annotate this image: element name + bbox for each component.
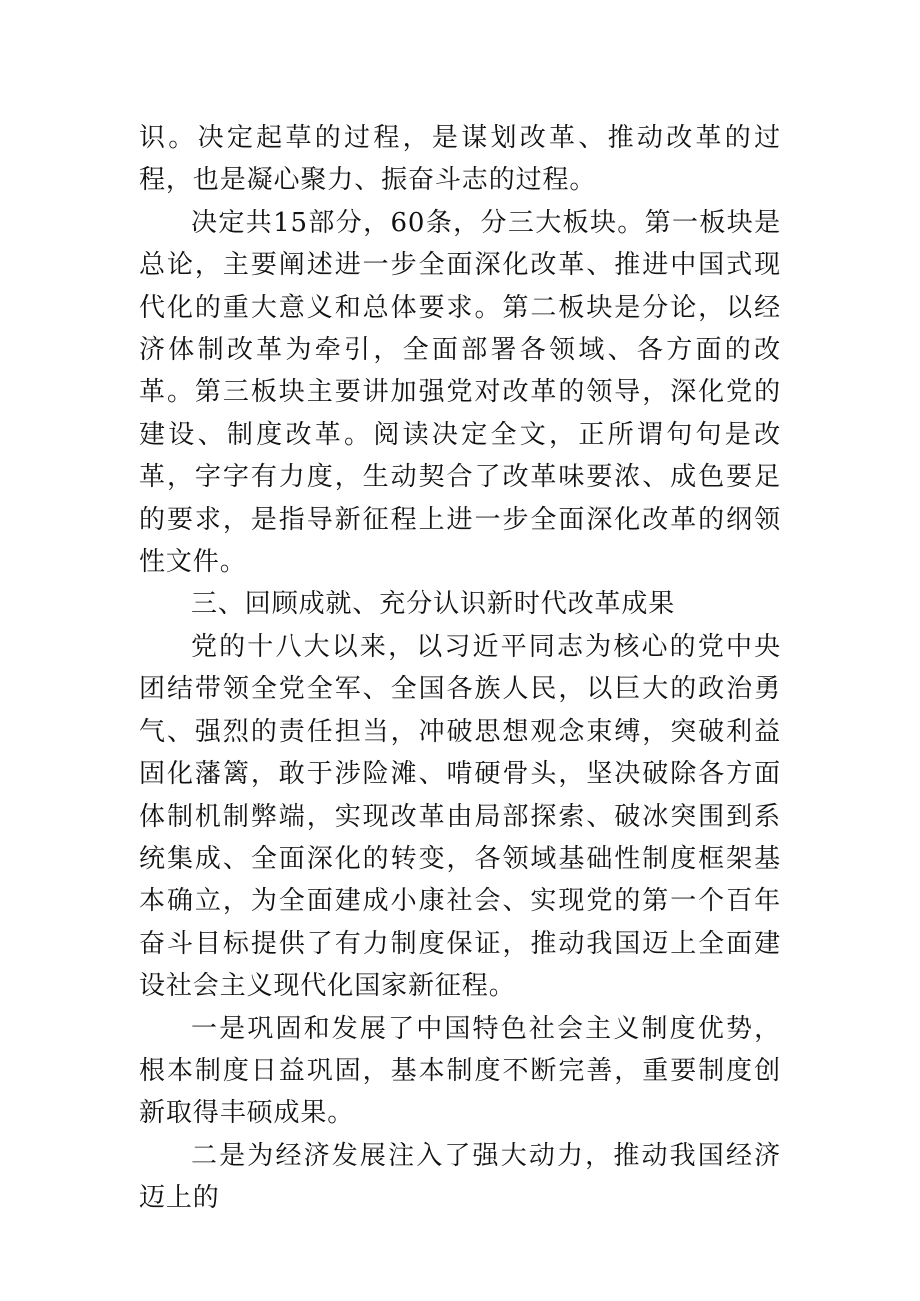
document-body (139, 117, 781, 1220)
paragraph-continuation: 识。决定起草的过程，是谋划改革、推动改革的过程，也是凝心聚力、振奋斗志的过程。 (139, 123, 781, 196)
paragraph-achievements: 党的十八大以来，以习近平同志为核心的党中央团结带领全党全军、全国各族人民，以巨大的政治勇气、强烈的责任担当，冲破思想观念束缚，突破利益固化藩篱，敢于涉险滩、啃硬骨头，坚决破除各方面体制机制弊端，实现改革由局部探索、破冰突围到系统集成、全面深化的转变，各领域基础性制度框架基本确立，为全面建成小康社会、实现党的第一个百年奋斗目标提供了有力制度保证，推动我国迈上全面建设社会主义现代化国家新征程。 (139, 631, 781, 1002)
paragraph-point-one: 一是巩固和发展了中国特色社会主义制度优势，根本制度日益巩固，基本制度不断完善，重要制度创新取得丰硕成果。 (139, 1013, 781, 1129)
paragraph-point-two: 二是为经济发展注入了强大动力，推动我国经济迈上的 (139, 1140, 781, 1214)
paragraph-structure: 决定共15部分，60条，分三大板块。第一板块是总论，主要阐述进一步全面深化改革、推进中国式现代化的重大意义和总体要求。第二板块是分论，以经济体制改革为牵引，全面部署各领域、各方面的改革。第三板块主要讲加强党对改革的领导，深化党的建设、制度改革。阅读决定全文，正所谓句句是改革，字字有力度，生动契合了改革味要浓、成色要足的要求，是指导新征程上进一步全面深化改革的纲领性文件。 (139, 207, 781, 578)
section-heading: 三、回顾成就、充分认识新时代改革成果 (191, 589, 676, 620)
